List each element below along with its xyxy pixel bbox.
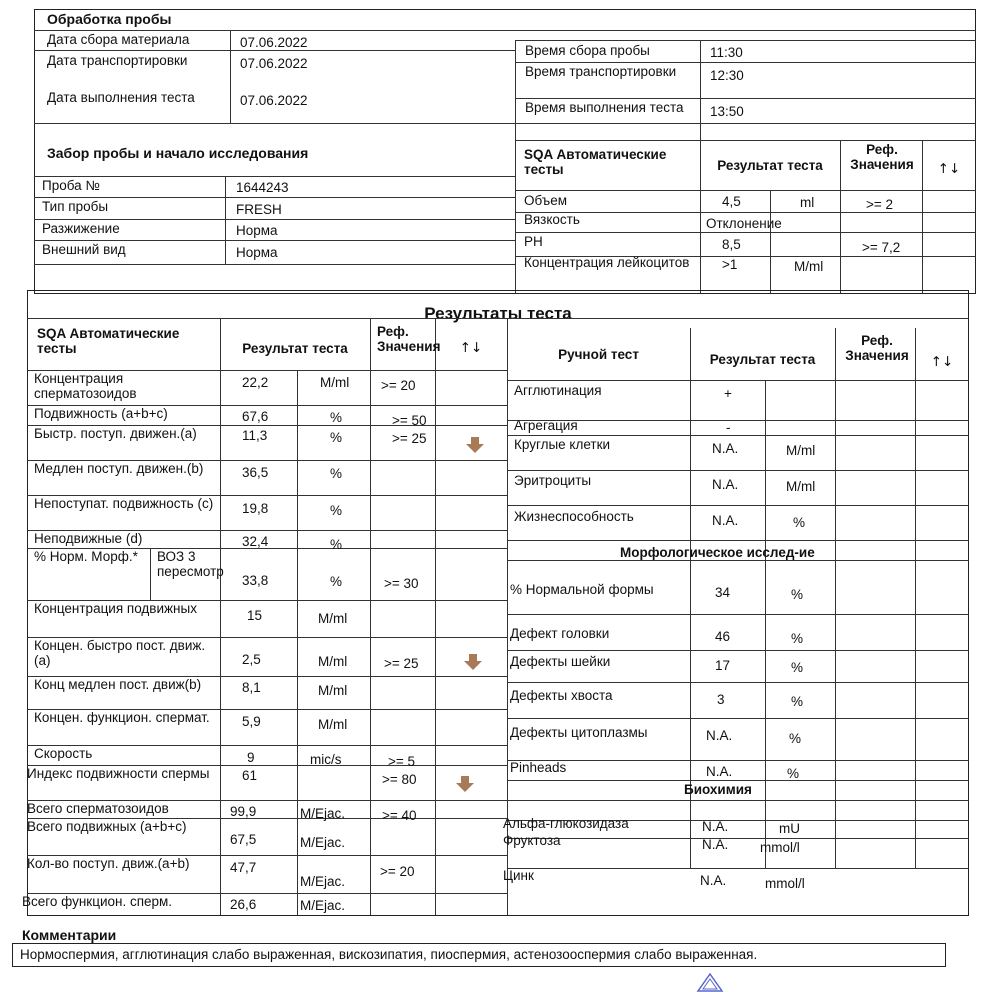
left-value-15: 47,7 [230, 860, 257, 875]
manual-label-3: Эритроциты [514, 473, 592, 488]
sqa-top-title: SQA Автоматические тесты [524, 147, 667, 178]
morph-label-4: Дефекты цитоплазмы [510, 725, 648, 740]
left-value-2: 11,3 [242, 428, 268, 443]
morph-unit-2: % [791, 660, 804, 675]
left-unit-4: % [330, 503, 343, 518]
left-header-title: SQA Автоматические тесты [37, 326, 180, 357]
left-value-4: 19,8 [242, 501, 269, 516]
sqa-top-label-2: PH [524, 234, 543, 249]
collect-time-label: Время сбора пробы [525, 43, 650, 58]
test-date-label: Дата выполнения теста [47, 90, 195, 105]
left-value-14: 67,5 [230, 832, 257, 847]
manual-label-1: Агрегация [514, 418, 578, 433]
sqa-top-value-1: Отклонение [706, 216, 782, 231]
sample-label-2: Разжижение [42, 221, 120, 236]
left-label-13: Всего сперматозоидов [27, 801, 169, 816]
down-arrow-icon [464, 654, 482, 670]
bio-value-0: N.A. [702, 819, 729, 834]
test-date-value: 07.06.2022 [240, 93, 308, 108]
left-label-9: Конц медлен пост. движ(b) [34, 677, 202, 692]
manual-header-arrow: ↑↓ [930, 354, 954, 370]
manual-value-2: N.A. [712, 441, 739, 456]
sqa-top-value-0: 4,5 [722, 194, 741, 209]
sqa-top-label-3: Концентрация лейкоцитов [524, 255, 690, 270]
left-label-4: Непоступат. подвижность (c) [34, 496, 214, 511]
left-value-16: 26,6 [230, 897, 257, 912]
manual-value-4: N.A. [712, 513, 739, 528]
morph-unit-3: % [791, 694, 804, 709]
left-value-10: 5,9 [242, 714, 261, 729]
sqa-top-ref-2: >= 7,2 [862, 240, 901, 255]
manual-header-result: Результат теста [709, 352, 816, 367]
morph-title: Морфологическое исслед-ие [620, 545, 815, 560]
transport-date-value: 07.06.2022 [240, 56, 308, 71]
sample-value-3: Норма [236, 245, 278, 260]
manual-value-3: N.A. [712, 477, 739, 492]
down-arrow-icon [456, 776, 474, 792]
left-ref-12: >= 80 [382, 772, 417, 787]
comments-title: Комментарии [22, 927, 117, 943]
left-value-0: 22,2 [242, 375, 269, 390]
left-label-8: Концен. быстро пост. движ.(a) [34, 638, 206, 669]
stamp-mark-icon [695, 972, 725, 992]
bio-value-2: N.A. [700, 873, 727, 888]
left-value-6: 33,8 [242, 573, 269, 588]
sample-label-1: Тип пробы [42, 199, 109, 214]
left-unit-3: % [330, 466, 343, 481]
bio-unit-0: mU [779, 821, 800, 836]
results-title: Результаты теста [424, 304, 572, 323]
left-unit-1: % [330, 410, 343, 425]
left-value-13: 99,9 [230, 804, 257, 819]
transport-time-label: Время транспортировки [525, 64, 677, 79]
left-label-3: Медлен поступ. движен.(b) [34, 461, 204, 476]
left-label-6: % Норм. Морф.* [34, 549, 138, 564]
manual-label-2: Круглые клетки [514, 437, 611, 452]
left-unit-10: M/ml [318, 717, 348, 732]
left-label-7: Концентрация подвижных [34, 601, 197, 616]
bio-label-1: Фруктоза [503, 833, 561, 848]
manual-value-1: - [726, 420, 731, 435]
sqa-top-result-header: Результат теста [717, 158, 823, 173]
morph-unit-1: % [791, 631, 804, 646]
bio-label-0: Альфа-глюкозидаза [503, 816, 629, 831]
sqa-top-value-2: 8,5 [722, 237, 741, 252]
test-time-label: Время выполнения теста [525, 100, 684, 115]
left-label-15: Кол-во поступ. движ.(a+b) [27, 856, 190, 871]
sqa-top-ref-header: Реф. Значения [850, 142, 914, 173]
manual-header-ref: Реф. Значения [845, 333, 909, 364]
sqa-top-unit-3: M/ml [794, 259, 824, 274]
transport-date-label: Дата транспортировки [47, 53, 188, 68]
left-unit-9: M/ml [318, 683, 348, 698]
left-ref-11: >= 5 [388, 754, 416, 769]
left-label-12: Индекс подвижности спермы [27, 766, 210, 781]
sample-title: Забор пробы и начало исследования [47, 145, 309, 161]
sqa-top-arrow-header: ↑↓ [937, 161, 961, 177]
down-arrow-icon [466, 437, 484, 453]
manual-unit-2: M/ml [786, 443, 816, 458]
left-header-result: Результат теста [242, 341, 348, 356]
left-value-3: 36,5 [242, 465, 269, 480]
left-unit-15: M/Ejac. [300, 874, 346, 889]
left-label-10: Концен. функцион. спермат. [34, 710, 210, 725]
morph-label-5: Pinheads [510, 760, 567, 775]
morph-value-3: 3 [717, 692, 725, 707]
morph-unit-4: % [789, 731, 802, 746]
manual-unit-4: % [793, 515, 806, 530]
manual-unit-3: M/ml [786, 479, 816, 494]
manual-label-4: Жизнеспособность [514, 509, 634, 524]
left-ref-15: >= 20 [380, 864, 415, 879]
bio-unit-2: mmol/l [765, 876, 805, 891]
left-label-11: Скорость [34, 746, 93, 761]
left-value-8: 2,5 [242, 652, 261, 667]
morph-label-3: Дефекты хвоста [510, 688, 613, 703]
left-ref-0: >= 20 [381, 378, 416, 393]
left-value-1: 67,6 [242, 409, 269, 424]
comments-text: Нормоспермия, агглютинация слабо выраженная, вискозипатия, пиоспермия, астенозооспермия слабо выраженная. [20, 947, 758, 962]
left-unit-7: M/ml [318, 611, 348, 626]
morph-label-2: Дефекты шейки [510, 654, 611, 669]
left-label-16: Всего функцион. сперм. [22, 894, 173, 909]
left-unit-14: M/Ejac. [300, 835, 346, 850]
bio-unit-1: mmol/l [760, 840, 800, 855]
left-unit-13: M/Ejac. [300, 806, 346, 821]
morph-unit-0: % [791, 587, 804, 602]
left-value-9: 8,1 [242, 680, 261, 695]
morph-value-4: N.A. [706, 728, 733, 743]
left-label-2: Быстр. поступ. движен.(a) [34, 426, 197, 441]
left-ref-1: >= 50 [392, 413, 427, 428]
morph-value-0: 34 [715, 585, 731, 600]
morph-label-1: Дефект головки [510, 626, 610, 641]
left-unit-5: % [330, 537, 343, 552]
morph-value-2: 17 [715, 658, 731, 673]
morph-label-0: % Нормальной формы [510, 582, 654, 597]
morph-value-5: N.A. [706, 764, 733, 779]
left-ref-6: >= 30 [384, 576, 419, 591]
manual-label-0: Агглютинация [514, 383, 602, 398]
collect-date-value: 07.06.2022 [240, 35, 308, 50]
morph-value-1: 46 [715, 629, 731, 644]
sqa-top-label-0: Объем [524, 193, 568, 208]
left-method-6: ВОЗ 3 пересмотр [157, 549, 224, 580]
collect-date-label: Дата сбора материала [47, 32, 190, 47]
left-label-14: Всего подвижных (a+b+c) [27, 819, 187, 834]
bio-title: Биохимия [684, 782, 752, 797]
processing-title: Обработка пробы [47, 11, 172, 27]
left-unit-16: M/Ejac. [300, 898, 346, 913]
bio-value-1: N.A. [702, 837, 729, 852]
sqa-top-ref-0: >= 2 [866, 197, 894, 212]
left-value-11: 9 [247, 750, 255, 765]
sample-value-2: Норма [236, 223, 278, 238]
collect-time-value: 11:30 [710, 45, 743, 60]
left-unit-11: mic/s [310, 752, 342, 767]
sqa-top-unit-0: ml [800, 195, 815, 210]
left-value-5: 32,4 [242, 534, 269, 549]
test-time-value: 13:50 [710, 104, 744, 119]
left-label-5: Неподвижные (d) [34, 531, 143, 546]
left-value-12: 61 [242, 768, 258, 783]
sqa-top-value-3: >1 [722, 257, 738, 272]
sample-value-0: 1644243 [236, 180, 289, 195]
left-unit-2: % [330, 430, 343, 445]
left-unit-6: % [330, 574, 343, 589]
manual-header-title: Ручной тест [558, 347, 639, 362]
sample-label-3: Внешний вид [42, 242, 126, 257]
left-label-0: Концентрация сперматозоидов [34, 371, 137, 402]
left-ref-13: >= 40 [382, 808, 417, 823]
left-value-7: 15 [247, 608, 263, 623]
sample-label-0: Проба № [42, 178, 100, 193]
morph-unit-5: % [787, 766, 800, 781]
transport-time-value: 12:30 [710, 68, 744, 83]
sample-value-1: FRESH [236, 202, 282, 217]
left-ref-2: >= 25 [392, 431, 427, 446]
sqa-top-label-1: Вязкость [524, 212, 580, 227]
manual-value-0: + [724, 386, 732, 401]
left-unit-8: M/ml [318, 654, 348, 669]
left-header-arrow: ↑↓ [459, 340, 483, 356]
left-label-1: Подвижность (a+b+c) [34, 406, 168, 421]
left-ref-8: >= 25 [384, 656, 419, 671]
left-header-ref: Реф. Значения [377, 324, 441, 355]
bio-label-2: Цинк [503, 868, 534, 883]
left-unit-0: M/ml [320, 375, 350, 390]
